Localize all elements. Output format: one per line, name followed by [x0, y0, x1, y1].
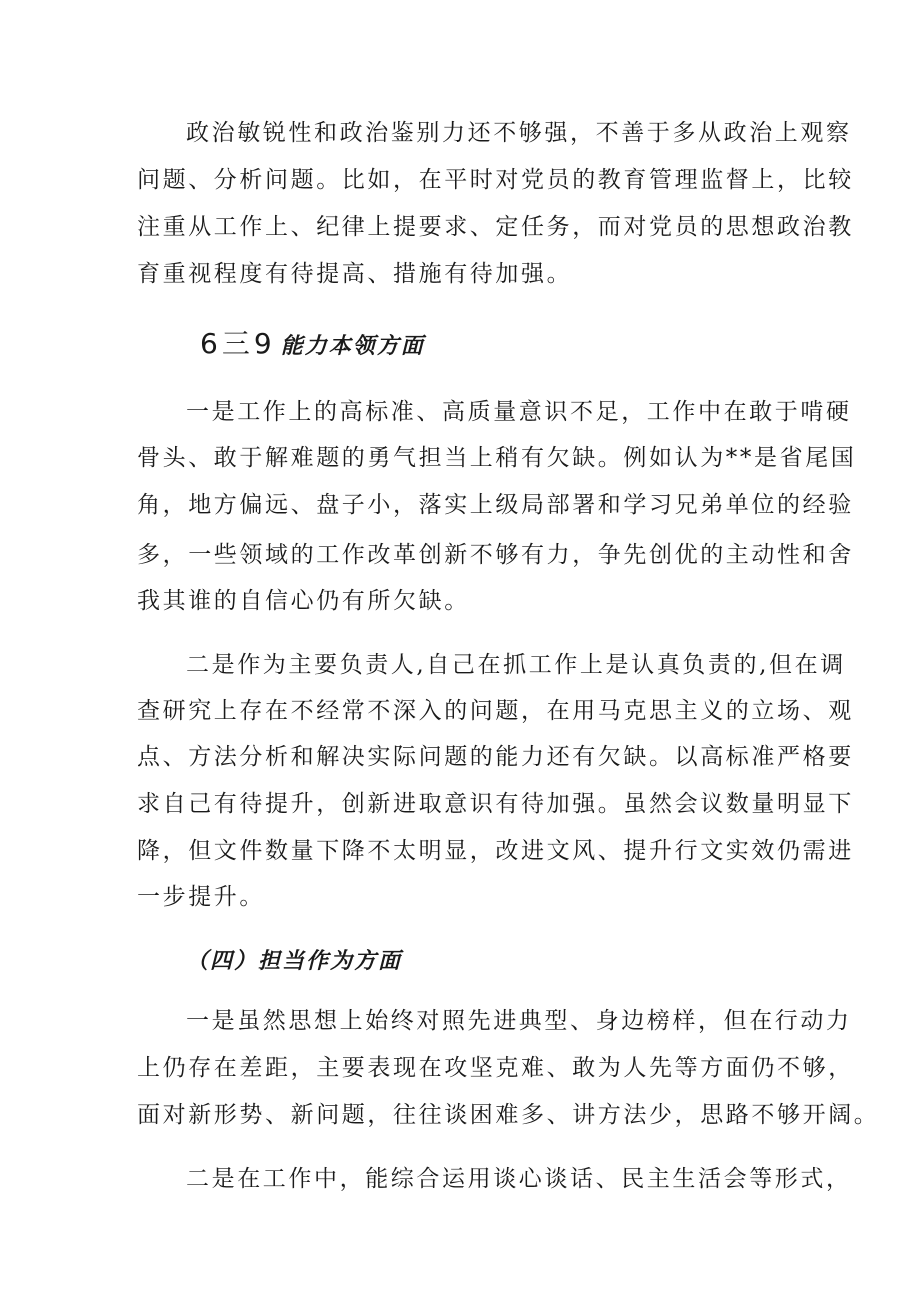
section-heading-four-text: （四）担当作为方面	[186, 948, 403, 974]
paragraph-3-line-6: 一步提升。	[137, 884, 265, 910]
paragraph-2-line-1: 一是工作上的高标准、高质量意识不足，工作中在敢于啃硬	[186, 399, 852, 425]
paragraph-2-line-4: 多，一些领域的工作改革创新不够有力，争先创优的主动性和舍	[137, 542, 854, 568]
paragraph-3-line-3: 点、方法分析和解决实际问题的能力还有欠缺。以高标准严格要	[137, 744, 854, 770]
paragraph-3-line-5: 降，但文件数量下降不太明显，改进文风、提升行文实效仍需进	[137, 838, 854, 864]
paragraph-3-line-1: 二是作为主要负责人,自己在抓工作上是认真负责的,但在调	[186, 652, 846, 678]
paragraph-5-line-1: 二是在工作中，能综合运用谈心谈话、民主生活会等形式，	[186, 1166, 852, 1192]
section-heading-responsibility	[186, 950, 402, 972]
paragraph-4-line-1: 一是虽然思想上始终对照先进典型、身边榜样，但在行动力	[186, 1008, 852, 1034]
paragraph-2-line-2: 骨头、敢于解难题的勇气担当上稍有欠缺。例如认为**是省尾国	[137, 445, 857, 471]
section-heading-ability	[200, 327, 425, 360]
paragraph-1-line-3: 注重从工作上、纪律上提要求、定任务，而对党员的思想政治教	[137, 214, 854, 240]
paragraph-1-line-1: 政治敏锐性和政治鉴别力还不够强，不善于多从政治上观察	[186, 120, 852, 146]
paragraph-1-line-2: 问题、分析问题。比如，在平时对党员的教育管理监督上，比较	[137, 167, 854, 193]
paragraph-3-line-2: 查研究上存在不经常不深入的问题，在用马克思主义的立场、观	[137, 698, 854, 724]
paragraph-2-line-5: 我其谁的自信心仍有所欠缺。	[137, 588, 470, 614]
paragraph-1-line-4: 育重视程度有待提高、措施有待加强。	[137, 261, 573, 287]
paragraph-3-line-4: 求自己有待提升，创新进取意识有待加强。虽然会议数量明显下	[137, 791, 854, 817]
paragraph-4-line-2: 上仍存在差距，主要表现在攻坚克难、敢为人先等方面仍不够，	[137, 1055, 854, 1081]
section-heading-text: 能力本领方面	[280, 333, 425, 359]
section-heading-number: 6三9	[200, 327, 276, 360]
paragraph-2-line-3: 角，地方偏远、盘子小，落实上级局部署和学习兄弟单位的经验	[137, 492, 854, 518]
paragraph-4-line-3: 面对新形势、新问题，往往谈困难多、讲方法少，思路不够开阔。	[137, 1102, 880, 1128]
